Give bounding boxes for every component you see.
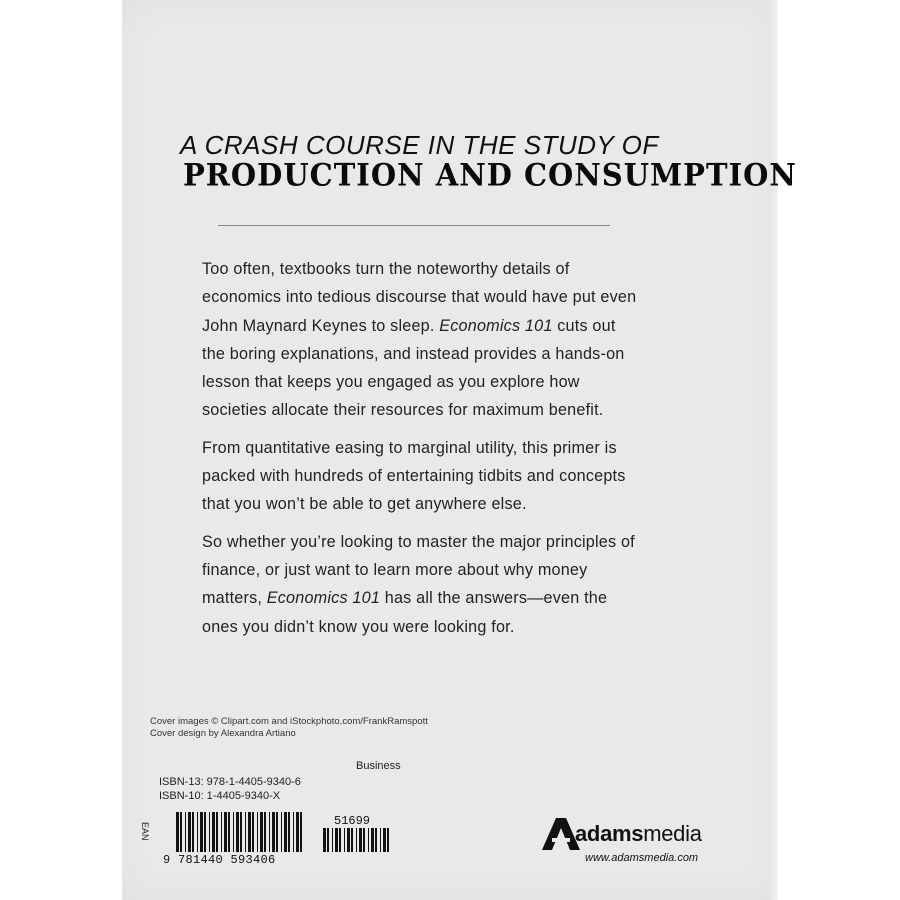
price-code: 51699 bbox=[334, 814, 371, 828]
publisher-logo bbox=[540, 818, 720, 852]
tagline: A CRASH COURSE IN THE STUDY OF bbox=[180, 130, 659, 160]
category-label: Business bbox=[356, 760, 401, 772]
barcode-vertical-code: EAN bbox=[140, 822, 150, 841]
image-credit: Cover images © Clipart.com and iStockphoto.com/FrankRamspott bbox=[150, 716, 428, 727]
publisher-url: www.adamsmedia.com bbox=[585, 852, 699, 864]
isbn-10: ISBN-10: 1-4405-9340-X bbox=[159, 790, 281, 802]
ean-barcode bbox=[176, 812, 306, 852]
isbn-block bbox=[159, 775, 301, 803]
blurb-paragraph-3: So whether you’re looking to master the major principles of finance, or just want to learn more about why money matters, Economics 101 has all the answers—even the ones you didn’t know you were looking for. bbox=[202, 532, 635, 636]
isbn-13: ISBN-13: 978-1-4405-9340-6 bbox=[159, 776, 301, 788]
blurb bbox=[202, 255, 642, 650]
blurb-paragraph-1: Too often, textbooks turn the noteworthy details of economics into tedious discourse that would have put even John Maynard Keynes to sleep. Economics 101 cuts out the boring explanations, and instead provides a hands-on lesson that keeps you engaged as you explore how societies allocate their resources for maximum benefit. bbox=[202, 260, 637, 420]
cover-edge bbox=[770, 0, 778, 900]
book-title-ref: Economics 101 bbox=[439, 316, 553, 335]
publisher-wordmark: adamsmedia bbox=[575, 821, 702, 846]
adams-a-icon bbox=[540, 818, 580, 850]
blurb-paragraph-2: From quantitative easing to marginal utility, this primer is packed with hundreds of entertaining tidbits and concepts that you won’t be able to get anywhere else. bbox=[202, 438, 626, 514]
book-title-ref: Economics 101 bbox=[266, 589, 381, 608]
headline: PRODUCTION AND CONSUMPTION bbox=[183, 157, 797, 193]
design-credit: Cover design by Alexandra Artiano bbox=[150, 728, 296, 739]
cover-credits bbox=[150, 716, 428, 740]
price-barcode bbox=[323, 828, 391, 852]
barcode-digits: 9 781440 593406 bbox=[163, 853, 276, 867]
divider-rule bbox=[218, 225, 610, 226]
